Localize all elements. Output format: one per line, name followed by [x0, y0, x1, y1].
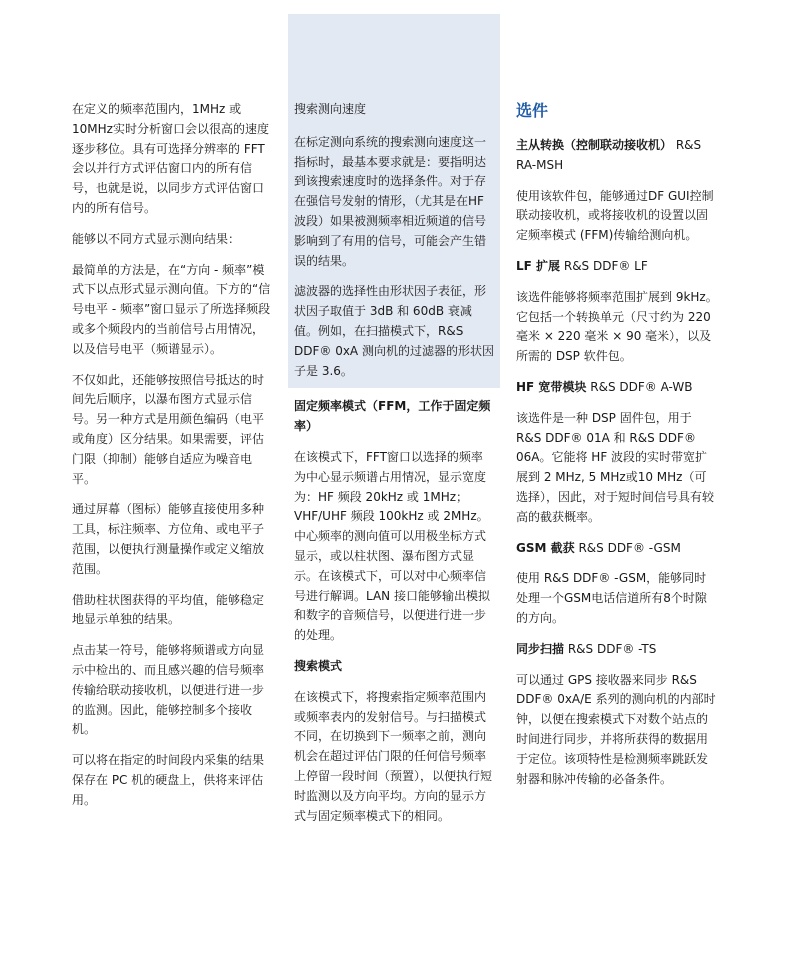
option-body: 使用该软件包，能够通过DF GUI控制联动接收机，或将接收机的设置以固定频率模式 (FFM)传输给测向机。	[516, 188, 714, 243]
paragraph: 在该模式下，FFT窗口以选择的频率为中心显示频谱占用情况，显示宽度为：HF 频段 20kHz 或 1MHz；VHF/UHF 频段 100kHz 或 2MHz。中心频率的测向值可以用极坐标方式显示，或以柱状图、瀑布图方式显示。在该模式下，可以对中心频率信号进行解调。LAN 接口能够输出模拟和数字的音频信号，以便进行进一步的处理。	[294, 449, 490, 643]
search-mode-title: 搜索模式	[294, 658, 343, 673]
option-body: 使用 R&S DDF® -GSM，能够同时处理一个GSM电话信道所有8个时隙的方向。	[516, 571, 707, 625]
option-body: 该选件能够将频率范围扩展到 9kHz。它包括一个转换单元（尺寸约为 220 毫米 × 220 毫米 × 90 毫米），以及所需的 DSP 软件包。	[516, 289, 718, 364]
option-title-bold: 同步扫描	[516, 641, 565, 656]
left-column	[72, 100, 274, 822]
paragraph: 不仅如此，还能够按照信号抵达的时间先后顺序，以瀑布图方式显示信号。另一种方式是用颜色编码（电平或角度）区分结果。如果需要，评估门限（抑制）能够自适应为噪音电平。	[72, 372, 265, 486]
option-title-product: R&S DDF® A-WB	[590, 379, 693, 394]
paragraph: 能够以不同方式显示测向结果：	[72, 231, 241, 246]
paragraph: 借助柱状图获得的平均值，能够稳定地显示单独的结果。	[72, 592, 265, 627]
paragraph: 通过屏幕（图标）能够直接使用多种工具，标注频率、方位角、或电平子范围，以便执行测量操作或定义缩放范围。	[72, 502, 265, 576]
option-title	[516, 257, 718, 277]
option-title-bold: HF 宽带模块	[516, 379, 587, 394]
option-title	[516, 640, 718, 660]
option-title-bold: GSM 截获	[516, 540, 575, 555]
options-section-title: 选件	[516, 101, 549, 120]
option-body: 可以通过 GPS 接收器来同步 R&S DDF® 0xA/E 系列的测向机的内部时钟，以便在搜索模式下对数个站点的时间进行同步，并将所获得的数据用于定位。该项特性是检测频率跳跃发射器和脉冲传输的必备条件。	[516, 672, 716, 786]
middle-column	[294, 100, 494, 837]
option-title-product: R&S DDF® LF	[563, 258, 648, 273]
option-title-bold: LF 扩展	[516, 258, 561, 273]
paragraph: 点击某一符号，能够将频谱或方向显示中检出的、而且感兴趣的信号频率传输给联动接收机，以便进行进一步的监测。因此，能够控制多个接收机。	[72, 643, 265, 737]
option-title-product: R&S DDF® -GSM	[578, 540, 681, 555]
option-body: 该选件是一种 DSP 固件包，用于 R&S DDF® 01A 和 R&S DDF® 06A。它能将 HF 波段的实时带宽扩展到 2 MHz, 5 MHz或10 MHz（可选择），因此，对于短时间信号具有较高的截获概率。	[516, 410, 715, 524]
paragraph: 在标定测向系统的搜索测向速度这一指标时，最基本要求就是：要指明达到该搜索速度时的选择条件。对于存在强信号发射的情形，（尤其是在HF波段）如果被测频率相近频道的信号影响到了有用的信号，可能会产生错误的结果。	[294, 134, 487, 268]
option-title	[516, 378, 718, 398]
option-title-product: R&S DDF® -TS	[567, 641, 657, 656]
paragraph: 在该模式下，将搜索指定频率范围内或频率表内的发射信号。与扫描模式不同，在切换到下一频率之前，测向机会在超过评估门限的任何信号频率上停留一段时间（预置），以便执行短时监测以及方向平均。方向的显示方式与固定频率模式下的相同。	[294, 689, 493, 823]
option-title	[516, 136, 718, 176]
paragraph: 在定义的频率范围内，1MHz 或 10MHz实时分析窗口会以很高的速度逐步移位。具有可选择分辨率的 FFT 会以并行方式评估窗口内的所有信号，也就是说，以同步方式评估窗口内的所有信号。	[72, 102, 269, 215]
ffm-title: 固定频率模式（FFM，工作于固定频率）	[294, 399, 491, 434]
paragraph: 滤波器的选择性由形状因子表征，形状因子取值于 3dB 和 60dB 衰减值。例如，在扫描模式下，R&S DDF® 0xA 测向机的过滤器的形状因子是 3.6。	[294, 284, 494, 378]
option-title	[516, 539, 718, 559]
paragraph: 可以将在指定的时间段内采集的结果保存在 PC 机的硬盘上，供将来评估用。	[72, 753, 265, 807]
option-title-bold: 主从转换（控制联动接收机）	[516, 138, 673, 152]
right-column	[516, 100, 718, 800]
paragraph: 最简单的方法是，在“方向 - 频率”模式下以点形式显示测向值。下方的“信号电平 - 频率”窗口显示了所选择频段或多个频段内的当前信号占用情况，以及信号电平（频谱显示）。	[72, 262, 271, 356]
search-speed-heading: 搜索测向速度	[294, 102, 367, 116]
option-title-product: R&S RA-MSH	[516, 138, 702, 172]
